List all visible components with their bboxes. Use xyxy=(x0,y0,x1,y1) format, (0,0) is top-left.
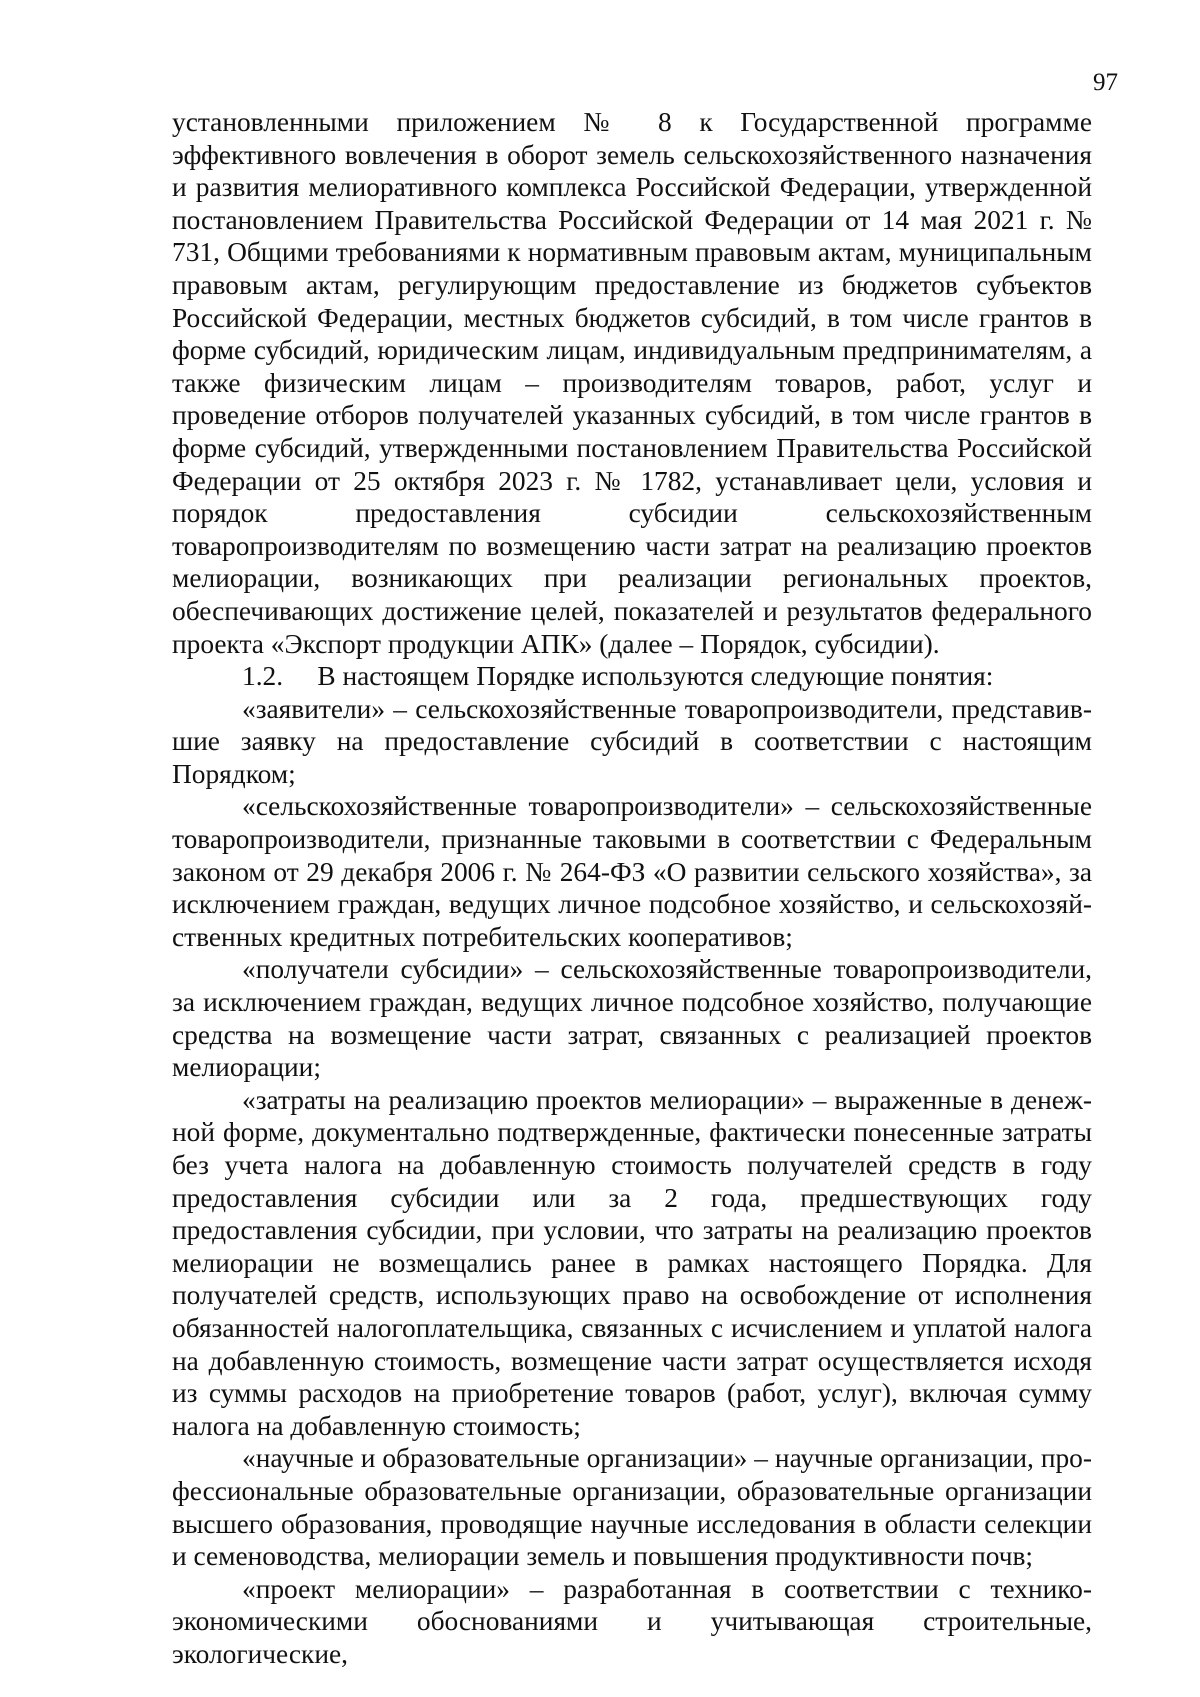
paragraph-organizations: «научные и образовательные организации» – научные организации, профессиональные образовательные организации, образовательные организации высшего образования, проводящие научные исследования в области селекции и семеноводства, мелиорации земель и повышения продуктивности почв; xyxy=(172,1443,1092,1572)
paragraph-project: «проект мелиорации» – разработанная в соответствии с технико-экономическими обоснованиями и учитывающая строительные, экологические, xyxy=(172,1573,1092,1669)
paragraph-costs: «затраты на реализацию проектов мелиорации» – выраженные в денежной форме, документально подтвержденные, фактически понесенные затраты без учета налога на добавленную стоимость получателей средств в году предоставления субсидии или за 2 года, предшествующих году предоставления субсидии, при условии, что затраты на реализацию проектов мелиорации не возмещались ранее в рамках настоящего Порядка. Для получателей средств, использующих право на освобождение от исполнения обязанностей налогоплательщика, связанных с исчислением и уплатой налога на добавленную стоимость, возмещение части затрат осуществляется исходя из суммы расходов на приобретение товаров (работ, услуг), включая сумму налога на добавленную стоимость; xyxy=(172,1084,1092,1441)
paragraph-producers: «сельскохозяйственные товаропроизводители» – сельскохозяйственные товаропроизводители, признанные таковыми в соответствии с Федеральным законом от 29 декабря 2006 г. № 264-ФЗ «О развитии сельского хозяйства», за исключением граждан, ведущих личное подсобное хозяйство, и сельскохозяйственных кредитных потребительских кооперативов; xyxy=(172,791,1092,952)
paragraph-recipients: «получатели субсидии» – сельскохозяйственные товаропроизводители, за исключением граждан, ведущих личное подсобное хозяйство, получающие средства на возмещение части затрат, связанных с реализацией проектов мелиорации; xyxy=(172,954,1092,1083)
page-number: 97 xyxy=(1093,69,1118,96)
paragraph-intro: установленными приложением № 8 к Государственной программе эффективного вовлечения в оборот земель сельскохозяйственного назначения и развития мелиоративного комплекса Российской Федерации, утвержденной постановлением Правительства Российской Федерации от 14 мая 2021 г. № 731, Общими требованиями к нормативным правовым актам, муниципальным правовым актам, регулирующим предоставление из бюджетов субъектов Российской Федерации, местных бюджетов субсидий, в том числе грантов в форме субсидий, юридическим лицам, индивидуальным предпринимателям, а также физическим лицам – производителям товаров, работ, услуг и проведение отборов получателей указанных субсидий, в том числе грантов в форме субсидий, утвержденными постановлением Правительства Российской Федерации от 25 октября 2023 г. № 1782, устанавливает цели, условия и порядок предоставления субсидии сельскохозяйственным товаропроизводителям по возмещению части затрат на реализацию проектов мелиорации, возникающих при реализации региональных проектов, обеспечивающих достижение целей, показателей и результатов федерального проекта «Экспорт продукции АПК» (далее – Порядок, субсидии). xyxy=(172,107,1092,659)
paragraph-section-1-2: 1.2. В настоящем Порядке используются следующие понятия: xyxy=(242,661,994,692)
document-body xyxy=(172,106,1092,1671)
paragraph-applicants: «заявители» – сельскохозяйственные товаропроизводители, представившие заявку на предоставление субсидий в соответствии с настоящим Порядком; xyxy=(172,693,1092,789)
